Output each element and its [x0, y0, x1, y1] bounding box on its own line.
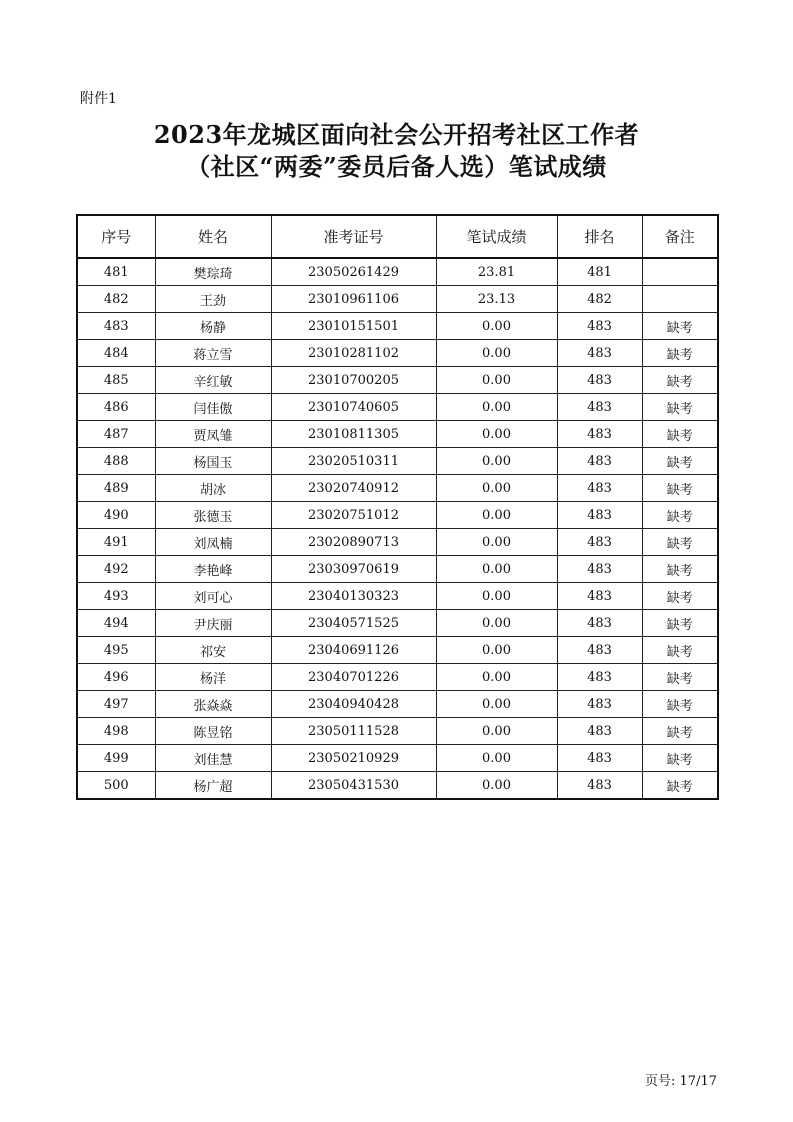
- cell-serial: 484: [77, 340, 155, 367]
- cell-exam-number: 23010961106: [271, 286, 436, 313]
- cell-written-score: 0.00: [436, 718, 557, 745]
- cell-serial: 495: [77, 637, 155, 664]
- cell-written-score: 0.00: [436, 529, 557, 556]
- cell-remark: 缺考: [642, 421, 718, 448]
- cell-exam-number: 23040940428: [271, 691, 436, 718]
- cell-name: 刘佳慧: [155, 745, 271, 772]
- table-row: [77, 258, 718, 286]
- cell-name: 杨洋: [155, 664, 271, 691]
- cell-serial: 492: [77, 556, 155, 583]
- header-rank: 排名: [557, 215, 642, 258]
- cell-name: 辛红敏: [155, 367, 271, 394]
- cell-name: 祁安: [155, 637, 271, 664]
- cell-exam-number: 23040701226: [271, 664, 436, 691]
- cell-serial: 485: [77, 367, 155, 394]
- table-row: [77, 529, 718, 556]
- cell-remark: 缺考: [642, 313, 718, 340]
- cell-rank: 483: [557, 448, 642, 475]
- cell-serial: 490: [77, 502, 155, 529]
- cell-name: 王劲: [155, 286, 271, 313]
- cell-rank: 483: [557, 340, 642, 367]
- cell-exam-number: 23050261429: [271, 258, 436, 286]
- cell-written-score: 0.00: [436, 556, 557, 583]
- page-title: 2023年龙城区面向社会公开招考社区工作者: [153, 120, 640, 149]
- cell-name: 闫佳傲: [155, 394, 271, 421]
- cell-rank: 483: [557, 691, 642, 718]
- cell-rank: 483: [557, 772, 642, 800]
- cell-name: 杨广超: [155, 772, 271, 800]
- cell-serial: 481: [77, 258, 155, 286]
- cell-exam-number: 23010700205: [271, 367, 436, 394]
- table-row: [77, 394, 718, 421]
- cell-remark: 缺考: [642, 718, 718, 745]
- cell-exam-number: 23050431530: [271, 772, 436, 800]
- cell-exam-number: 23020890713: [271, 529, 436, 556]
- cell-remark: 缺考: [642, 367, 718, 394]
- cell-remark: 缺考: [642, 394, 718, 421]
- cell-serial: 489: [77, 475, 155, 502]
- cell-remark: 缺考: [642, 772, 718, 800]
- cell-rank: 481: [557, 258, 642, 286]
- table-header-row: [77, 215, 718, 258]
- cell-written-score: 0.00: [436, 394, 557, 421]
- cell-written-score: 0.00: [436, 340, 557, 367]
- cell-serial: 497: [77, 691, 155, 718]
- cell-remark: 缺考: [642, 529, 718, 556]
- table-body: [77, 258, 718, 799]
- cell-rank: 483: [557, 664, 642, 691]
- cell-rank: 483: [557, 745, 642, 772]
- cell-written-score: 0.00: [436, 313, 557, 340]
- cell-exam-number: 23040130323: [271, 583, 436, 610]
- cell-exam-number: 23010740605: [271, 394, 436, 421]
- cell-remark: 缺考: [642, 502, 718, 529]
- cell-name: 杨静: [155, 313, 271, 340]
- table-row: [77, 556, 718, 583]
- cell-remark: [642, 286, 718, 313]
- table-row: [77, 772, 718, 800]
- cell-remark: 缺考: [642, 475, 718, 502]
- table-row: [77, 340, 718, 367]
- cell-exam-number: 23050111528: [271, 718, 436, 745]
- cell-name: 杨国玉: [155, 448, 271, 475]
- table-row: [77, 421, 718, 448]
- cell-serial: 499: [77, 745, 155, 772]
- table-row: [77, 637, 718, 664]
- cell-written-score: 0.00: [436, 610, 557, 637]
- cell-rank: 483: [557, 367, 642, 394]
- cell-rank: 483: [557, 475, 642, 502]
- cell-name: 胡冰: [155, 475, 271, 502]
- score-table: [76, 214, 719, 800]
- header-exam-number: 准考证号: [271, 215, 436, 258]
- cell-remark: 缺考: [642, 556, 718, 583]
- header-remark: 备注: [642, 215, 718, 258]
- cell-name: 刘凤楠: [155, 529, 271, 556]
- cell-exam-number: 23010151501: [271, 313, 436, 340]
- cell-exam-number: 23030970619: [271, 556, 436, 583]
- cell-exam-number: 23040691126: [271, 637, 436, 664]
- attachment-label: 附件1: [80, 91, 117, 107]
- cell-exam-number: 23020751012: [271, 502, 436, 529]
- cell-name: 李艳峰: [155, 556, 271, 583]
- cell-written-score: 0.00: [436, 691, 557, 718]
- cell-rank: 483: [557, 394, 642, 421]
- cell-exam-number: 23010281102: [271, 340, 436, 367]
- cell-serial: 487: [77, 421, 155, 448]
- header-written-score: 笔试成绩: [436, 215, 557, 258]
- table-row: [77, 367, 718, 394]
- header-serial: 序号: [77, 215, 155, 258]
- table-row: [77, 583, 718, 610]
- cell-serial: 500: [77, 772, 155, 800]
- cell-serial: 491: [77, 529, 155, 556]
- table-row: [77, 610, 718, 637]
- table-row: [77, 691, 718, 718]
- cell-rank: 483: [557, 421, 642, 448]
- cell-written-score: 0.00: [436, 637, 557, 664]
- cell-serial: 483: [77, 313, 155, 340]
- table-row: [77, 745, 718, 772]
- cell-name: 蒋立雪: [155, 340, 271, 367]
- cell-rank: 483: [557, 610, 642, 637]
- cell-written-score: 23.13: [436, 286, 557, 313]
- cell-name: 张德玉: [155, 502, 271, 529]
- cell-written-score: 0.00: [436, 583, 557, 610]
- cell-remark: 缺考: [642, 691, 718, 718]
- cell-written-score: 0.00: [436, 448, 557, 475]
- cell-remark: 缺考: [642, 610, 718, 637]
- table-row: [77, 502, 718, 529]
- cell-serial: 494: [77, 610, 155, 637]
- cell-written-score: 0.00: [436, 502, 557, 529]
- cell-rank: 483: [557, 718, 642, 745]
- cell-remark: 缺考: [642, 583, 718, 610]
- cell-remark: 缺考: [642, 664, 718, 691]
- cell-written-score: 0.00: [436, 664, 557, 691]
- cell-name: 樊琮琦: [155, 258, 271, 286]
- cell-remark: 缺考: [642, 448, 718, 475]
- cell-remark: 缺考: [642, 637, 718, 664]
- cell-serial: 496: [77, 664, 155, 691]
- cell-remark: 缺考: [642, 745, 718, 772]
- cell-exam-number: 23050210929: [271, 745, 436, 772]
- cell-exam-number: 23010811305: [271, 421, 436, 448]
- cell-serial: 488: [77, 448, 155, 475]
- cell-rank: 483: [557, 556, 642, 583]
- header-name: 姓名: [155, 215, 271, 258]
- cell-written-score: 0.00: [436, 421, 557, 448]
- cell-name: 张焱焱: [155, 691, 271, 718]
- cell-exam-number: 23020510311: [271, 448, 436, 475]
- cell-rank: 483: [557, 502, 642, 529]
- cell-serial: 493: [77, 583, 155, 610]
- table-row: [77, 475, 718, 502]
- cell-remark: [642, 258, 718, 286]
- cell-written-score: 23.81: [436, 258, 557, 286]
- cell-name: 贾凤雏: [155, 421, 271, 448]
- table-row: [77, 718, 718, 745]
- cell-exam-number: 23020740912: [271, 475, 436, 502]
- page-number: 页号: 17/17: [645, 1074, 717, 1089]
- cell-serial: 498: [77, 718, 155, 745]
- cell-exam-number: 23040571525: [271, 610, 436, 637]
- cell-written-score: 0.00: [436, 772, 557, 800]
- cell-rank: 483: [557, 637, 642, 664]
- cell-rank: 483: [557, 583, 642, 610]
- cell-serial: 486: [77, 394, 155, 421]
- cell-serial: 482: [77, 286, 155, 313]
- cell-remark: 缺考: [642, 340, 718, 367]
- cell-rank: 482: [557, 286, 642, 313]
- cell-name: 陈昱铭: [155, 718, 271, 745]
- table-row: [77, 286, 718, 313]
- cell-rank: 483: [557, 529, 642, 556]
- table-row: [77, 313, 718, 340]
- cell-written-score: 0.00: [436, 367, 557, 394]
- page-subtitle: （社区“两委”委员后备人选）笔试成绩: [186, 152, 607, 181]
- cell-name: 尹庆丽: [155, 610, 271, 637]
- cell-written-score: 0.00: [436, 475, 557, 502]
- table-row: [77, 448, 718, 475]
- table-row: [77, 664, 718, 691]
- cell-written-score: 0.00: [436, 745, 557, 772]
- cell-name: 刘可心: [155, 583, 271, 610]
- cell-rank: 483: [557, 313, 642, 340]
